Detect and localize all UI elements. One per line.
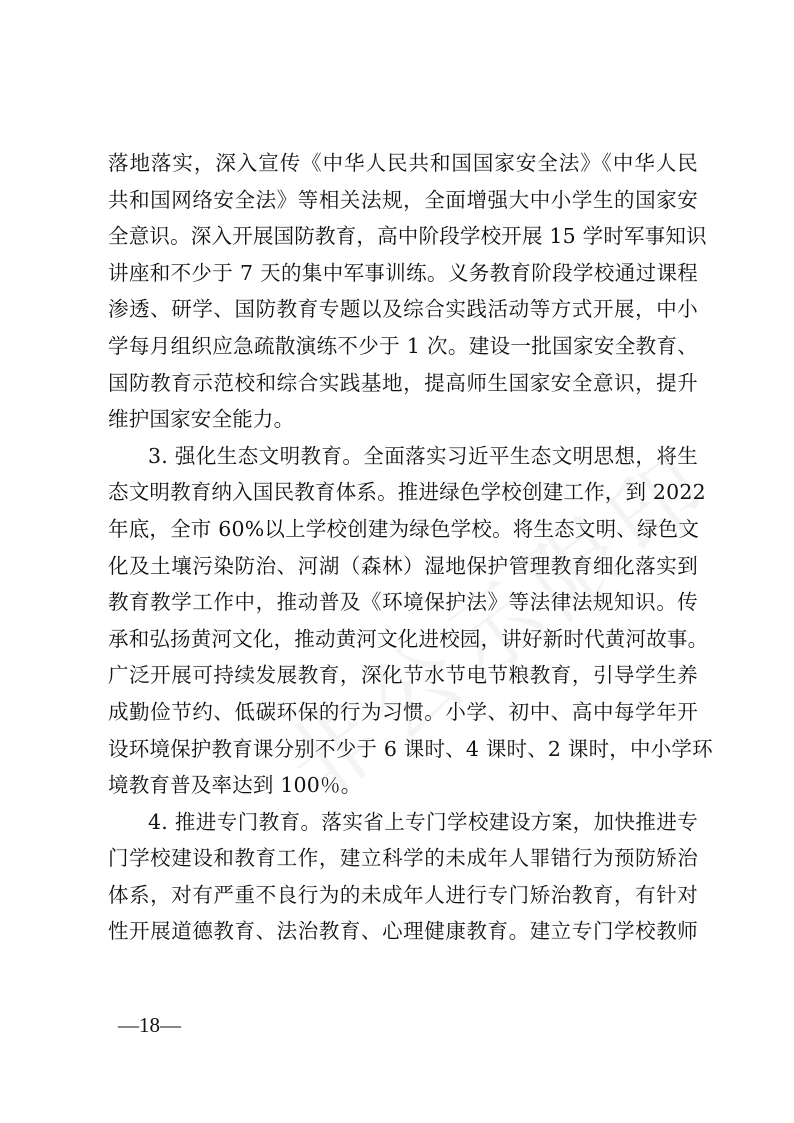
text-line: 广泛开展可持续发展教育，深化节水节电节粮教育，引导学生养 [108,663,698,688]
text-line: 教育教学工作中，推动普及《环境保护法》等法律法规知识。传 [108,590,698,615]
text-line: 性开展道德教育、法治教育、心理健康教育。建立专门学校教师 [108,919,698,944]
text-line: 设环境保护教育课分别不少于 6 课时、4 课时、2 课时，中小学环 [108,736,713,761]
text-line: 落地落实，深入宣传《中华人民共和国国家安全法》《中华人民 [108,151,698,175]
section-heading-line: 3. 强化生态文明教育。全面落实习近平生态文明思想，将生 [148,443,698,468]
text-line: 学每月组织应急疏散演练不少于 1 次。建设一批国家安全教育、 [108,333,698,358]
text-line: 门学校建设和教育工作，建立科学的未成年人罪错行为预防矫治 [108,846,698,871]
text-line: 承和弘扬黄河文化，推动黄河文化进校园，讲好新时代黄河故事。 [108,626,709,651]
text-line: 讲座和不少于 7 天的集中军事训练。义务教育阶段学校通过课程 [108,260,698,285]
text-line: 化及土壤污染防治、河湖（森林）湿地保护管理教育细化落实到 [108,553,698,578]
section-heading-line: 4. 推进专门教育。落实省上专门学校建设方案，加快推进专 [148,809,698,834]
text-line: 体系，对有严重不良行为的未成年人进行专门矫治教育，有针对 [108,882,698,907]
text-line: 全意识。深入开展国防教育，高中阶段学校开展 15 学时军事知识 [108,224,707,249]
text-line: 年底，全市 60%以上学校创建为绿色学校。将生态文明、绿色文 [108,516,700,541]
page-number: —18— [118,1013,181,1037]
text-line: 渗透、研学、国防教育专题以及综合实践活动等方式开展，中小 [108,297,698,322]
text-line: 国防教育示范校和综合实践基地，提高师生国家安全意识，提升 [108,370,698,395]
body-text [108,145,713,950]
text-line: 境教育普及率达到 100％。 [108,773,362,798]
text-line: 成勤俭节约、低碳环保的行为习惯。小学、初中、高中每学年开 [108,699,698,724]
text-line: 维护国家安全能力。 [108,407,295,432]
text-line: 态文明教育纳入国民教育体系。推进绿色学校创建工作，到 2022 [108,480,706,505]
text-line: 共和国网络安全法》等相关法规，全面增强大中小学生的国家安 [108,187,698,212]
